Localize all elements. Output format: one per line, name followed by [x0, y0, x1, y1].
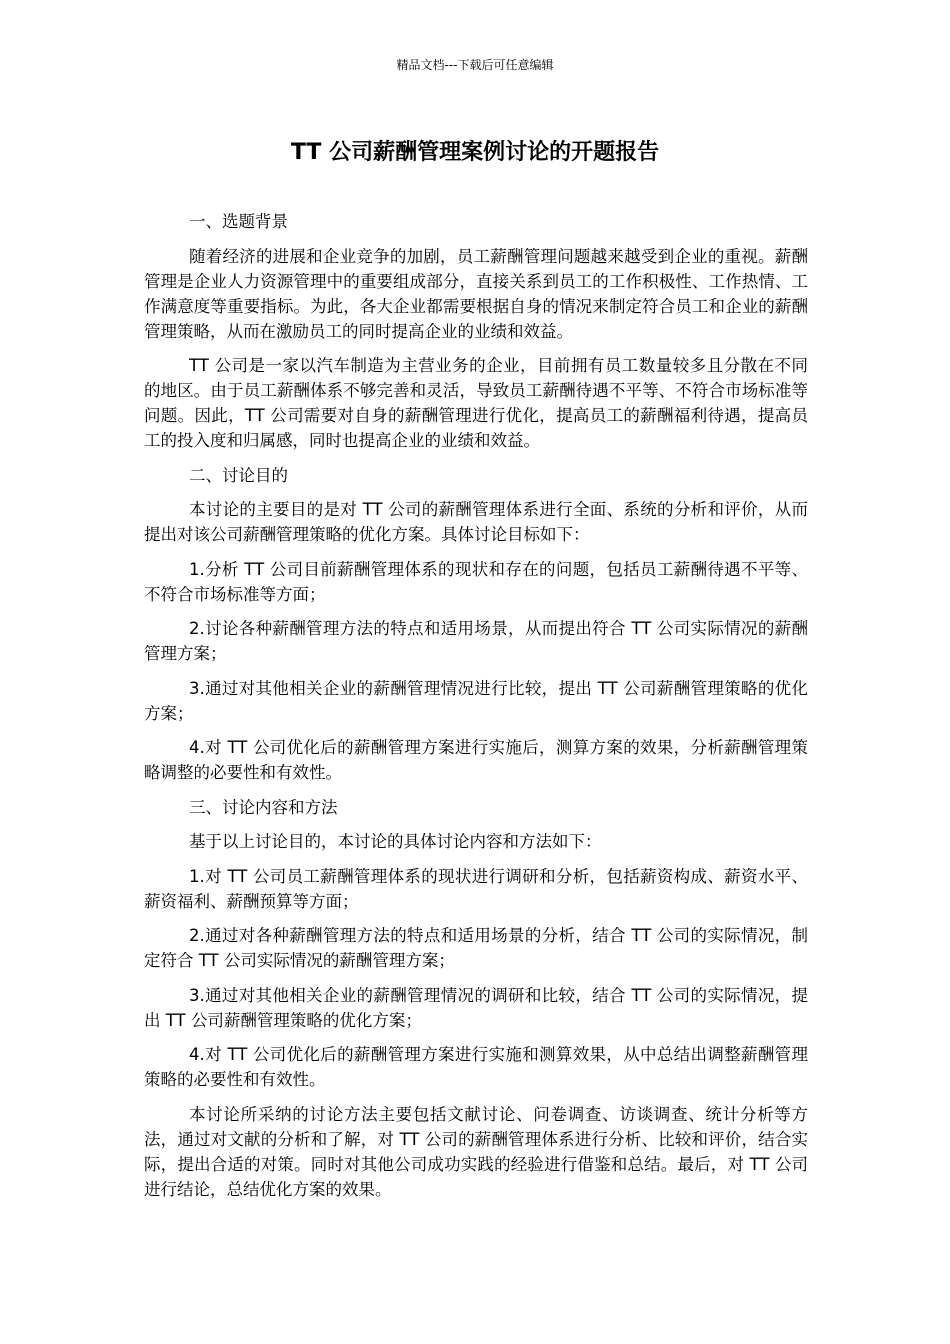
document-title: TT 公司薪酬管理案例讨论的开题报告 — [290, 140, 660, 165]
section-heading: 二、讨论目的 — [189, 465, 288, 485]
paragraph: TT 公司是一家以汽车制造为主营业务的企业，目前拥有员工数量较多且分散在不同的地区。由于员工薪酬体系不够完善和灵活，导致员工薪酬待遇不平等、不符合市场标准等问题。因此，TT 公司需要对自身的薪酬管理进行优化，提高员工的薪酬福利待遇，提高员工的投入度和归属感，同时也提高企业的业绩和效益。 — [144, 356, 808, 450]
list-item: 1.分析 TT 公司目前薪酬管理体系的现状和存在的问题，包括员工薪酬待遇不平等、不符合市场标准等方面； — [144, 559, 808, 604]
document-body — [144, 209, 808, 1211]
page-header: 精品文档---下载后可任意编辑 — [396, 58, 554, 72]
list-item: 2.讨论各种薪酬管理方法的特点和适用场景，从而提出符合 TT 公司实际情况的薪酬管理方案； — [144, 619, 808, 663]
section-heading: 三、讨论内容和方法 — [189, 797, 338, 817]
section-background — [144, 209, 808, 453]
list-item: 2.通过对各种薪酬管理方法的特点和适用场景的分析，结合 TT 公司的实际情况，制定符合 TT 公司实际情况的薪酬管理方案； — [144, 926, 808, 970]
section-purpose — [144, 463, 808, 786]
list-item: 3.通过对其他相关企业的薪酬管理情况进行比较，提出 TT 公司薪酬管理策略的优化方案； — [144, 678, 808, 723]
paragraph: 本讨论的主要目的是对 TT 公司的薪酬管理体系进行全面、系统的分析和评价，从而提出对该公司薪酬管理策略的优化方案。具体讨论目标如下： — [144, 500, 808, 544]
list-item: 1.对 TT 公司员工薪酬管理体系的现状进行调研和分析，包括薪资构成、薪资水平、薪资福利、薪酬预算等方面； — [144, 866, 808, 911]
paragraph: 本讨论所采纳的讨论方法主要包括文献讨论、问卷调查、访谈调查、统计分析等方法，通过对文献的分析和了解，对 TT 公司的薪酬管理体系进行分析、比较和评价，结合实际，提出合适的对策。同时对其他公司成功实践的经验进行借鉴和总结。最后，对 TT 公司进行结论，总结优化方案的效果。 — [144, 1104, 808, 1199]
list-item: 4.对 TT 公司优化后的薪酬管理方案进行实施后，测算方案的效果，分析薪酬管理策略调整的必要性和有效性。 — [144, 738, 808, 782]
paragraph: 基于以上讨论目的，本讨论的具体讨论内容和方法如下： — [189, 832, 602, 851]
list-item: 4.对 TT 公司优化后的薪酬管理方案进行实施和测算效果，从中总结出调整薪酬管理策略的必要性和有效性。 — [144, 1045, 808, 1089]
section-content-methods — [144, 795, 808, 1202]
list-item: 3.通过对其他相关企业的薪酬管理情况的调研和比较，结合 TT 公司的实际情况，提出 TT 公司薪酬管理策略的优化方案； — [144, 985, 808, 1030]
section-heading: 一、选题背景 — [189, 212, 288, 231]
paragraph: 随着经济的进展和企业竞争的加剧，员工薪酬管理问题越来越受到企业的重视。薪酬管理是企业人力资源管理中的重要组成部分，直接关系到员工的工作积极性、工作热情、工作满意度等重要指标。为此，各大企业都需要根据自身的情况来制定符合员工和企业的薪酬管理策略，从而在激励员工的同时提高企业的业绩和效益。 — [144, 246, 808, 341]
